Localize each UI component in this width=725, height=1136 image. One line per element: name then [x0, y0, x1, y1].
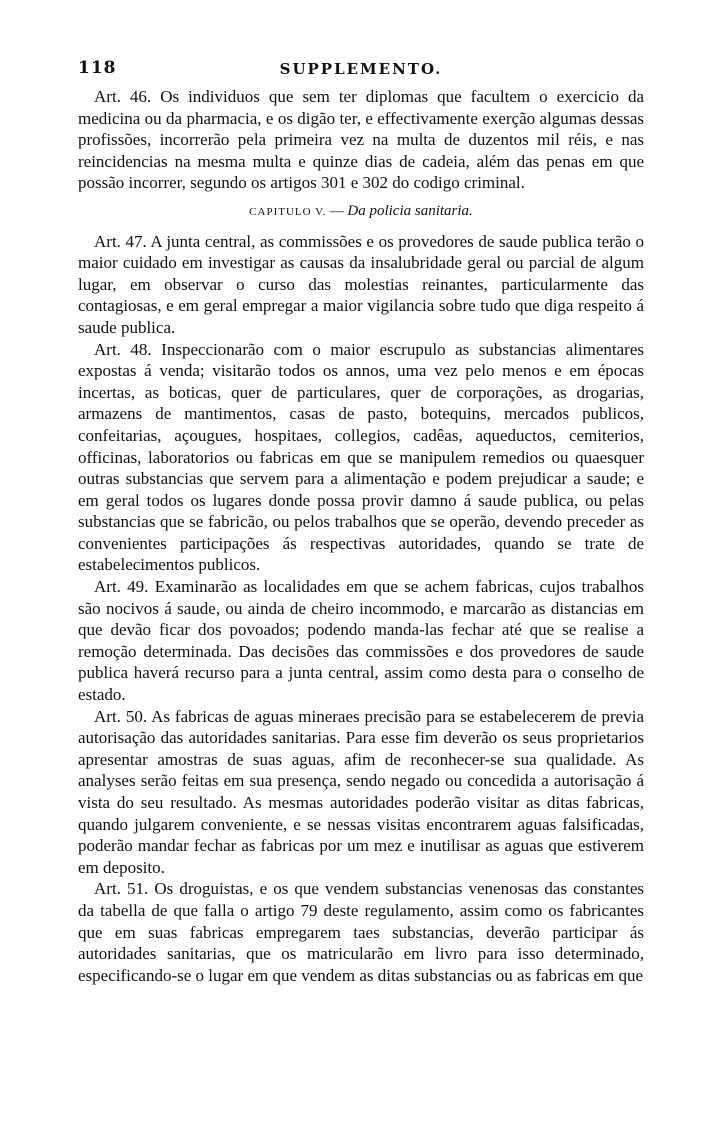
article-text: Examinarão as localidades em que se achem fabricas, cujos trabalhos são nocivos á saude, ou ainda de cheiro incommodo, e marcarão as distancias em que devão ficar dos povoados; podendo manda-las fechar até que se realise a remoção determinada. Das decisões das commissões e dos provedores de saude publica haverá recurso para a junta central, assim como desta para o conselho de estado. [78, 577, 644, 705]
document-page [78, 58, 644, 986]
running-title: SUPPLEMENTO. [279, 60, 443, 78]
article-label: Art. 49. [94, 577, 149, 597]
chapter-separator: — [329, 203, 344, 219]
article-47 [78, 231, 644, 339]
article-label: Art. 48. [94, 339, 152, 359]
article-text: As fabricas de aguas mineraes precisão para se estabelecerem de previa autorisação das autoridades sanitarias. Para esse fim deverão os seus proprietarios apresentar amostras de suas aguas, afim de reconhecer-se sua qualidade. As analyses serão feitas em sua presença, sendo negado ou concedida a autorisação á vista do seu resultado. As mesmas autoridades poderão visitar as ditas fabricas, quando julgarem conveniente, e se nessas visitas encontrarem aguas falsificadas, poderão mandar fechar as fabricas por um mez e inutilisar as aguas que estiverem em deposito. [78, 706, 644, 877]
document-body [78, 86, 644, 986]
running-header [78, 58, 644, 86]
article-text: Inspeccionarão com o maior escrupulo as substancias alimentares expostas á venda; visitarão todos os annos, uma vez pelo menos e em épocas incertas, as boticas, quer de particulares, quer de corporações, as drogarias, armazens de mantimentos, casas de pasto, botequins, mercados publicos, confeitarias, açougues, hospitaes, collegios, cadêas, aqueductos, cemiterios, officinas, laboratorios ou fabricas em que se manipulem remedios ou quaesquer outras substancias que servem para a alimentação e podem prejudicar a saude; e em geral todos os lugares donde possa provir damno á saude publica, ou pelas substancias que se fabricão, ou pelos trabalhos que se operão, devendo preceder as convenientes participações ás respectivas autoridades, quando se trate de estabelecimentos publicos. [78, 339, 645, 575]
chapter-heading [78, 201, 644, 224]
article-label: Art. 46. [94, 87, 152, 106]
article-text: Os droguistas, e os que vendem substancias venenosas das constantes da tabella de que falla o artigo 79 deste regulamento, assim como os fabricantes que em suas fabricas empregarem taes substancias, deverão participar ás autoridades sanitarias, que os matricularão em livro para isso determinado, especificando-se o lugar em que vendem as ditas substancias ou as fabricas em que [78, 879, 644, 985]
article-text: A junta central, as commissões e os provedores de saude publica terão o maior cuidado em investigar as causas da insalubridade geral ou parcial de algum lugar, em observar o curso das molestias reinantes, particularmente das contagiosas, e em geral empregar a maior vigilancia sobre tudo que diga respeito á saude publica. [78, 231, 644, 337]
page-number: 118 [78, 58, 117, 78]
article-label: Art. 50. [94, 706, 148, 726]
chapter-title: Da policia sanitaria. [347, 202, 473, 219]
article-46 [78, 86, 644, 194]
article-49 [78, 576, 644, 706]
chapter-label: CAPITULO V. [249, 205, 327, 218]
article-text: Os individuos que sem ter diplomas que facultem o exercicio da medicina ou da pharmacia, e os digão ter, e effectivamente exerção algumas dessas profissões, incorrerão pela primeira vez na multa de duzentos mil réis, e nas reincidencias na mesma multa e quinze dias de cadeia, além das penas em que possão incorrer, segundo os artigos 301 e 302 do codigo criminal. [78, 87, 644, 193]
article-48 [78, 339, 644, 577]
article-label: Art. 47. [94, 231, 147, 251]
article-label: Art. 51. [94, 879, 149, 899]
article-50 [78, 706, 644, 879]
article-51 [78, 878, 644, 986]
